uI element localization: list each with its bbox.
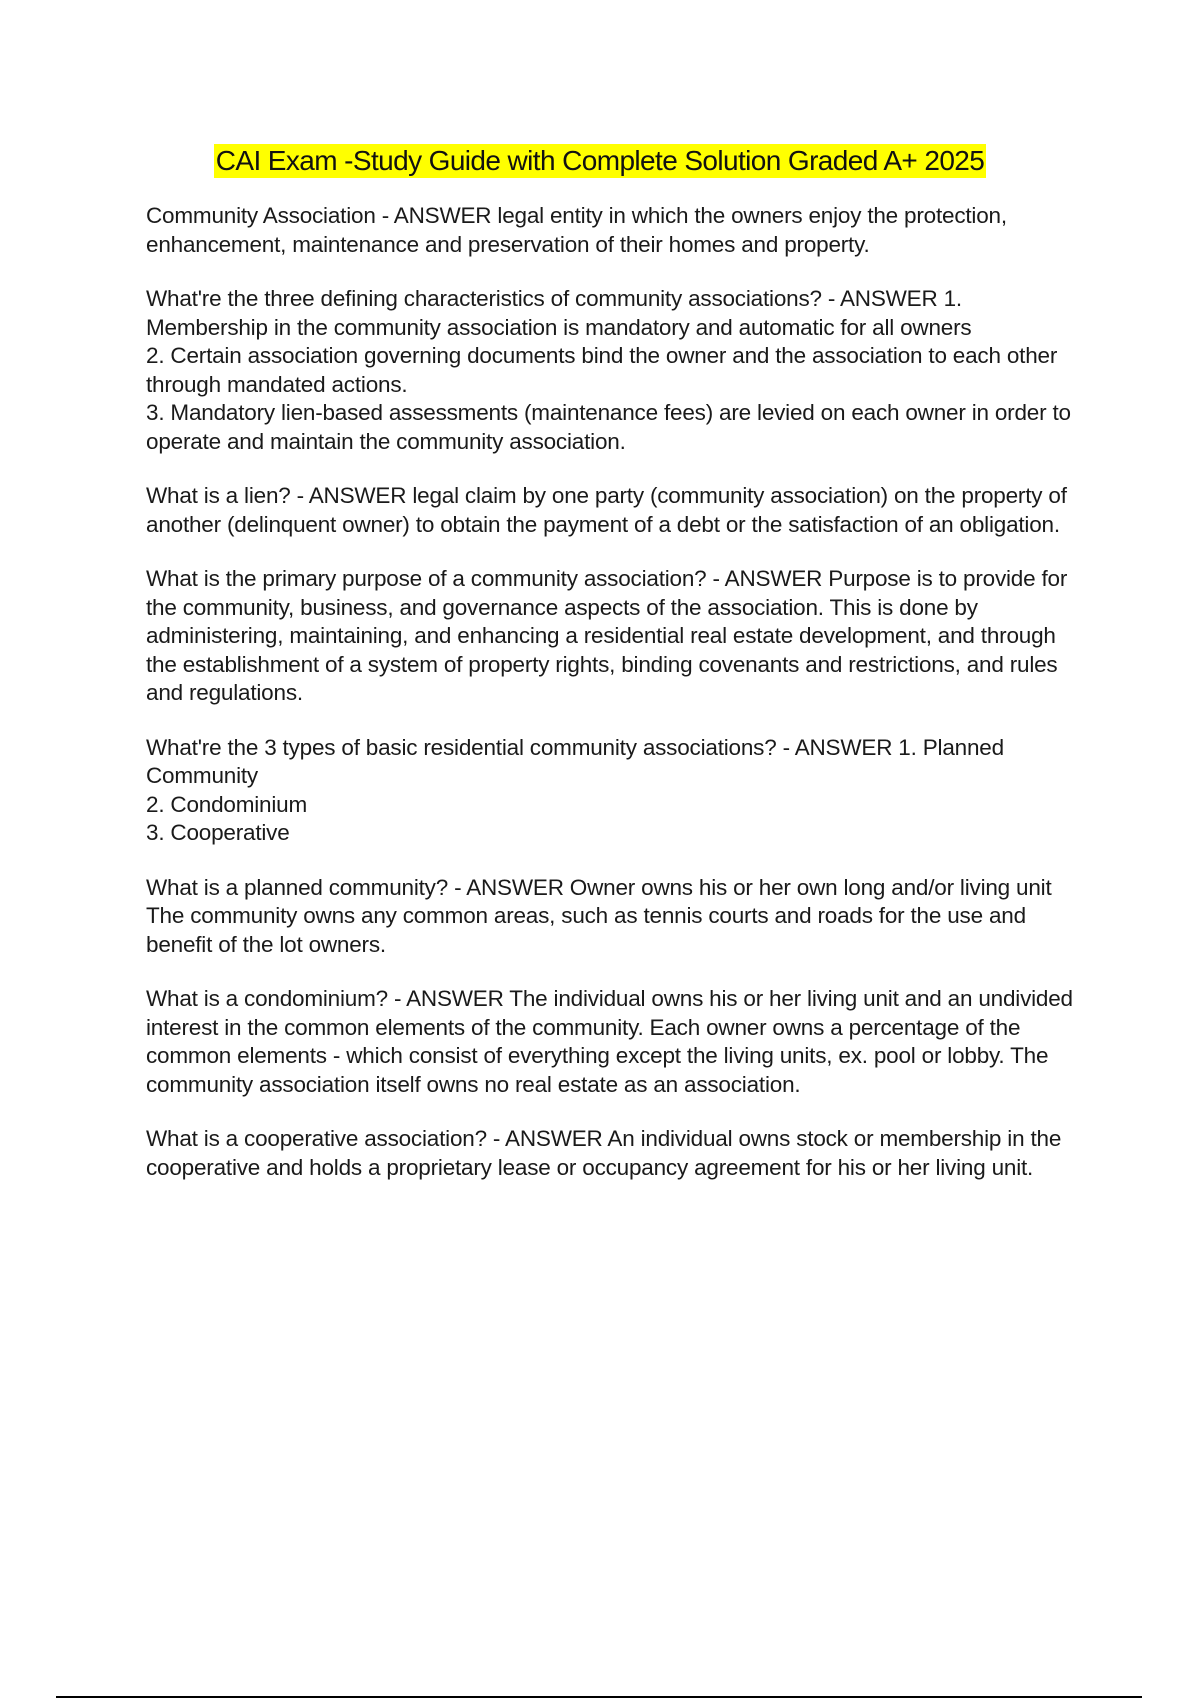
qa-entry: [146, 285, 1086, 456]
qa-entry-line: 2. Condominium: [146, 791, 308, 817]
qa-entry-text: What're the 3 types of basic residential community associations? - ANSWER 1. Planned Community: [146, 734, 1004, 788]
qa-entry: [146, 985, 1086, 1099]
qa-entry-line: 3. Mandatory lien-based assessments (maintenance fees) are levied on each owner in order to operate and maintain the community association.: [146, 400, 1071, 454]
qa-entry: [146, 734, 1086, 848]
qa-entry-text: What is the primary purpose of a community association? - ANSWER Purpose is to provide for the community, business, and governance aspects of the association. This is done by administering, maintaining, and enhancing a residential real estate development, and through the establishment of a system of property rights, binding covenants and restrictions, and rules and regulations.: [146, 566, 1068, 705]
qa-entry-text: What're the three defining characteristics of community associations? - ANSWER 1. Membership in the community association is mandatory and automatic for all owners: [146, 286, 972, 340]
qa-list: [146, 202, 1086, 1208]
qa-entry-text: Community Association - ANSWER legal entity in which the owners enjoy the protection, enhancement, maintenance and preservation of their homes and property.: [146, 203, 1007, 257]
qa-entry: [146, 565, 1086, 708]
qa-entry: [146, 482, 1086, 539]
qa-entry-text: What is a planned community? - ANSWER Owner owns his or her own long and/or living unit: [146, 874, 1052, 900]
qa-entry: [146, 202, 1086, 259]
document-title: CAI Exam -Study Guide with Complete Solution Graded A+ 2025: [215, 145, 985, 176]
qa-entry-text: What is a lien? - ANSWER legal claim by one party (community association) on the property of another (delinquent owner) to obtain the payment of a debt or the satisfaction of an obligation.: [146, 483, 1067, 537]
qa-entry-line: 2. Certain association governing documents bind the owner and the association to each other through mandated actions.: [146, 343, 1058, 397]
qa-entry-line: 3. Cooperative: [146, 820, 290, 845]
qa-entry: [146, 874, 1086, 960]
qa-entry-text: What is a condominium? - ANSWER The individual owns his or her living unit and an undivided interest in the common elements of the community. Each owner owns a percentage of the common elements - which consist of everything except the living units, ex. pool or lobby. The community association itself owns no real estate as an association.: [146, 986, 1073, 1097]
qa-entry-text: What is a cooperative association? - ANSWER An individual owns stock or membership in the cooperative and holds a proprietary lease or occupancy agreement for his or her living unit.: [146, 1126, 1062, 1180]
qa-entry-line: The community owns any common areas, such as tennis courts and roads for the use and benefit of the lot owners.: [146, 903, 1026, 957]
title-container: [0, 144, 1200, 178]
footer-rule: [56, 1696, 1142, 1698]
qa-entry: [146, 1125, 1086, 1182]
